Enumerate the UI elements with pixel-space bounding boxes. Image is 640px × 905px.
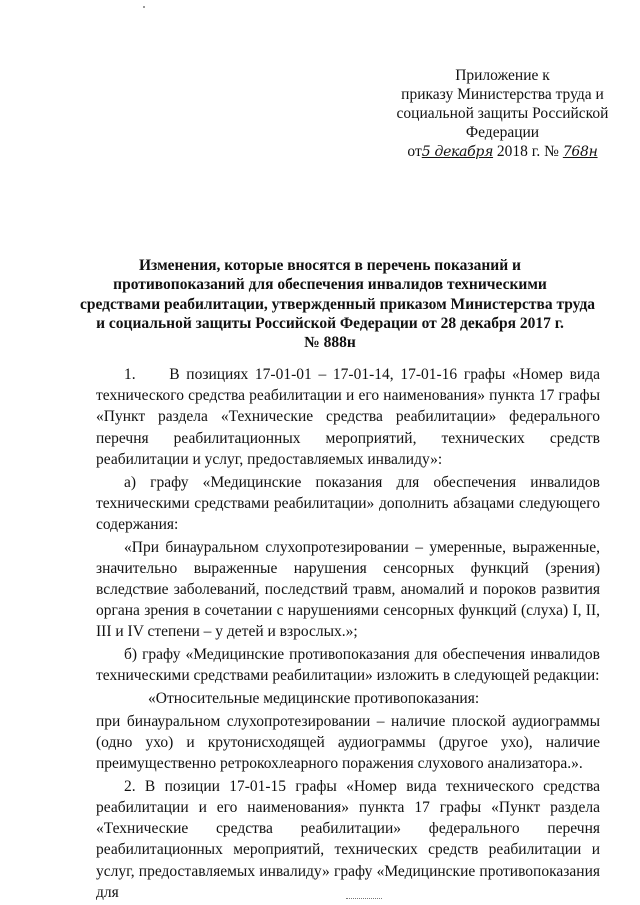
page-bottom-mark: [346, 898, 382, 900]
date-prefix: от: [407, 143, 422, 160]
paragraph-7: 2. В позиции 17-01-15 графы «Номер вида технического средства реабилитации и его наименования» пункта 17 графы «Пункт раздела «Технические средства реабилитации» федерального перечня реабилитационных мероприятий, технических средств реабилитации и услуг, предоставляемых инвалиду» графу «Медицинские противопоказания для: [96, 777, 600, 901]
title-line-4: и социальной защиты Российской Федерации от 28 декабря 2017 г.: [96, 314, 564, 332]
document-body: [96, 364, 600, 905]
date-suffix: 2018 г. №: [493, 143, 563, 160]
paragraph-5: «Относительные медицинские противопоказания:: [148, 690, 480, 708]
appendix-line-3: социальной защиты Российской: [396, 105, 609, 122]
paragraph-4: б) графу «Медицинские противопоказания для обеспечения инвалидов техническими средствами реабилитации» изложить в следующей редакции:: [96, 646, 600, 685]
title-line-5: № 888н: [304, 334, 356, 352]
appendix-line-4: Федерации: [465, 124, 540, 141]
handwritten-date: 5 декабря: [421, 144, 494, 160]
appendix-line-1: Приложение к: [455, 67, 550, 84]
document-title: [80, 256, 596, 352]
handwritten-order-number: 768н: [562, 144, 598, 160]
appendix-line-2: приказу Министерства труда и: [401, 86, 604, 103]
title-line-2: противопоказаний для обеспечения инвалидов техническими: [113, 276, 547, 294]
title-line-1: Изменения, которые вносятся в перечень показаний и: [139, 257, 521, 274]
paragraph-1: 1. В позициях 17-01-01 – 17-01-14, 17-01-16 графы «Номер вида технического средства реабилитации и его наименования» пункта 17 графы «Пункт раздела «Технические средства реабилитации» федерального перечня реабилитационных мероприятий, технических средств реабилитации и услуг, предоставляемых инвалиду»:: [96, 366, 600, 468]
appendix-date-line: [395, 142, 610, 162]
appendix-header: [395, 66, 610, 162]
scan-speck: [143, 6, 145, 8]
paragraph-2: а) графу «Медицинские показания для обеспечения инвалидов техническими средствами реабилитации» дополнить абзацами следующего содержания:: [96, 473, 600, 533]
paragraph-3: «При бинауральном слухопротезировании – умеренные, выраженные, значительно выраженные нарушения сенсорных функций (зрения) вследствие заболеваний, последствий травм, аномалий и пороков развития органа зрения в сочетании с нарушениями сенсорных функций (слуха) I, II, III и IV степени – у детей и взрослых.»;: [96, 538, 600, 641]
paragraph-6: при бинауральном слухопротезировании – наличие плоской аудиограммы (одно ухо) и крутонисходящей аудиограммы (другое ухо), наличие преимущественно ретрокохлеарного поражения слухового анализатора.».: [96, 712, 600, 773]
title-line-3: средствами реабилитации, утвержденный приказом Министерства труда: [80, 295, 596, 313]
